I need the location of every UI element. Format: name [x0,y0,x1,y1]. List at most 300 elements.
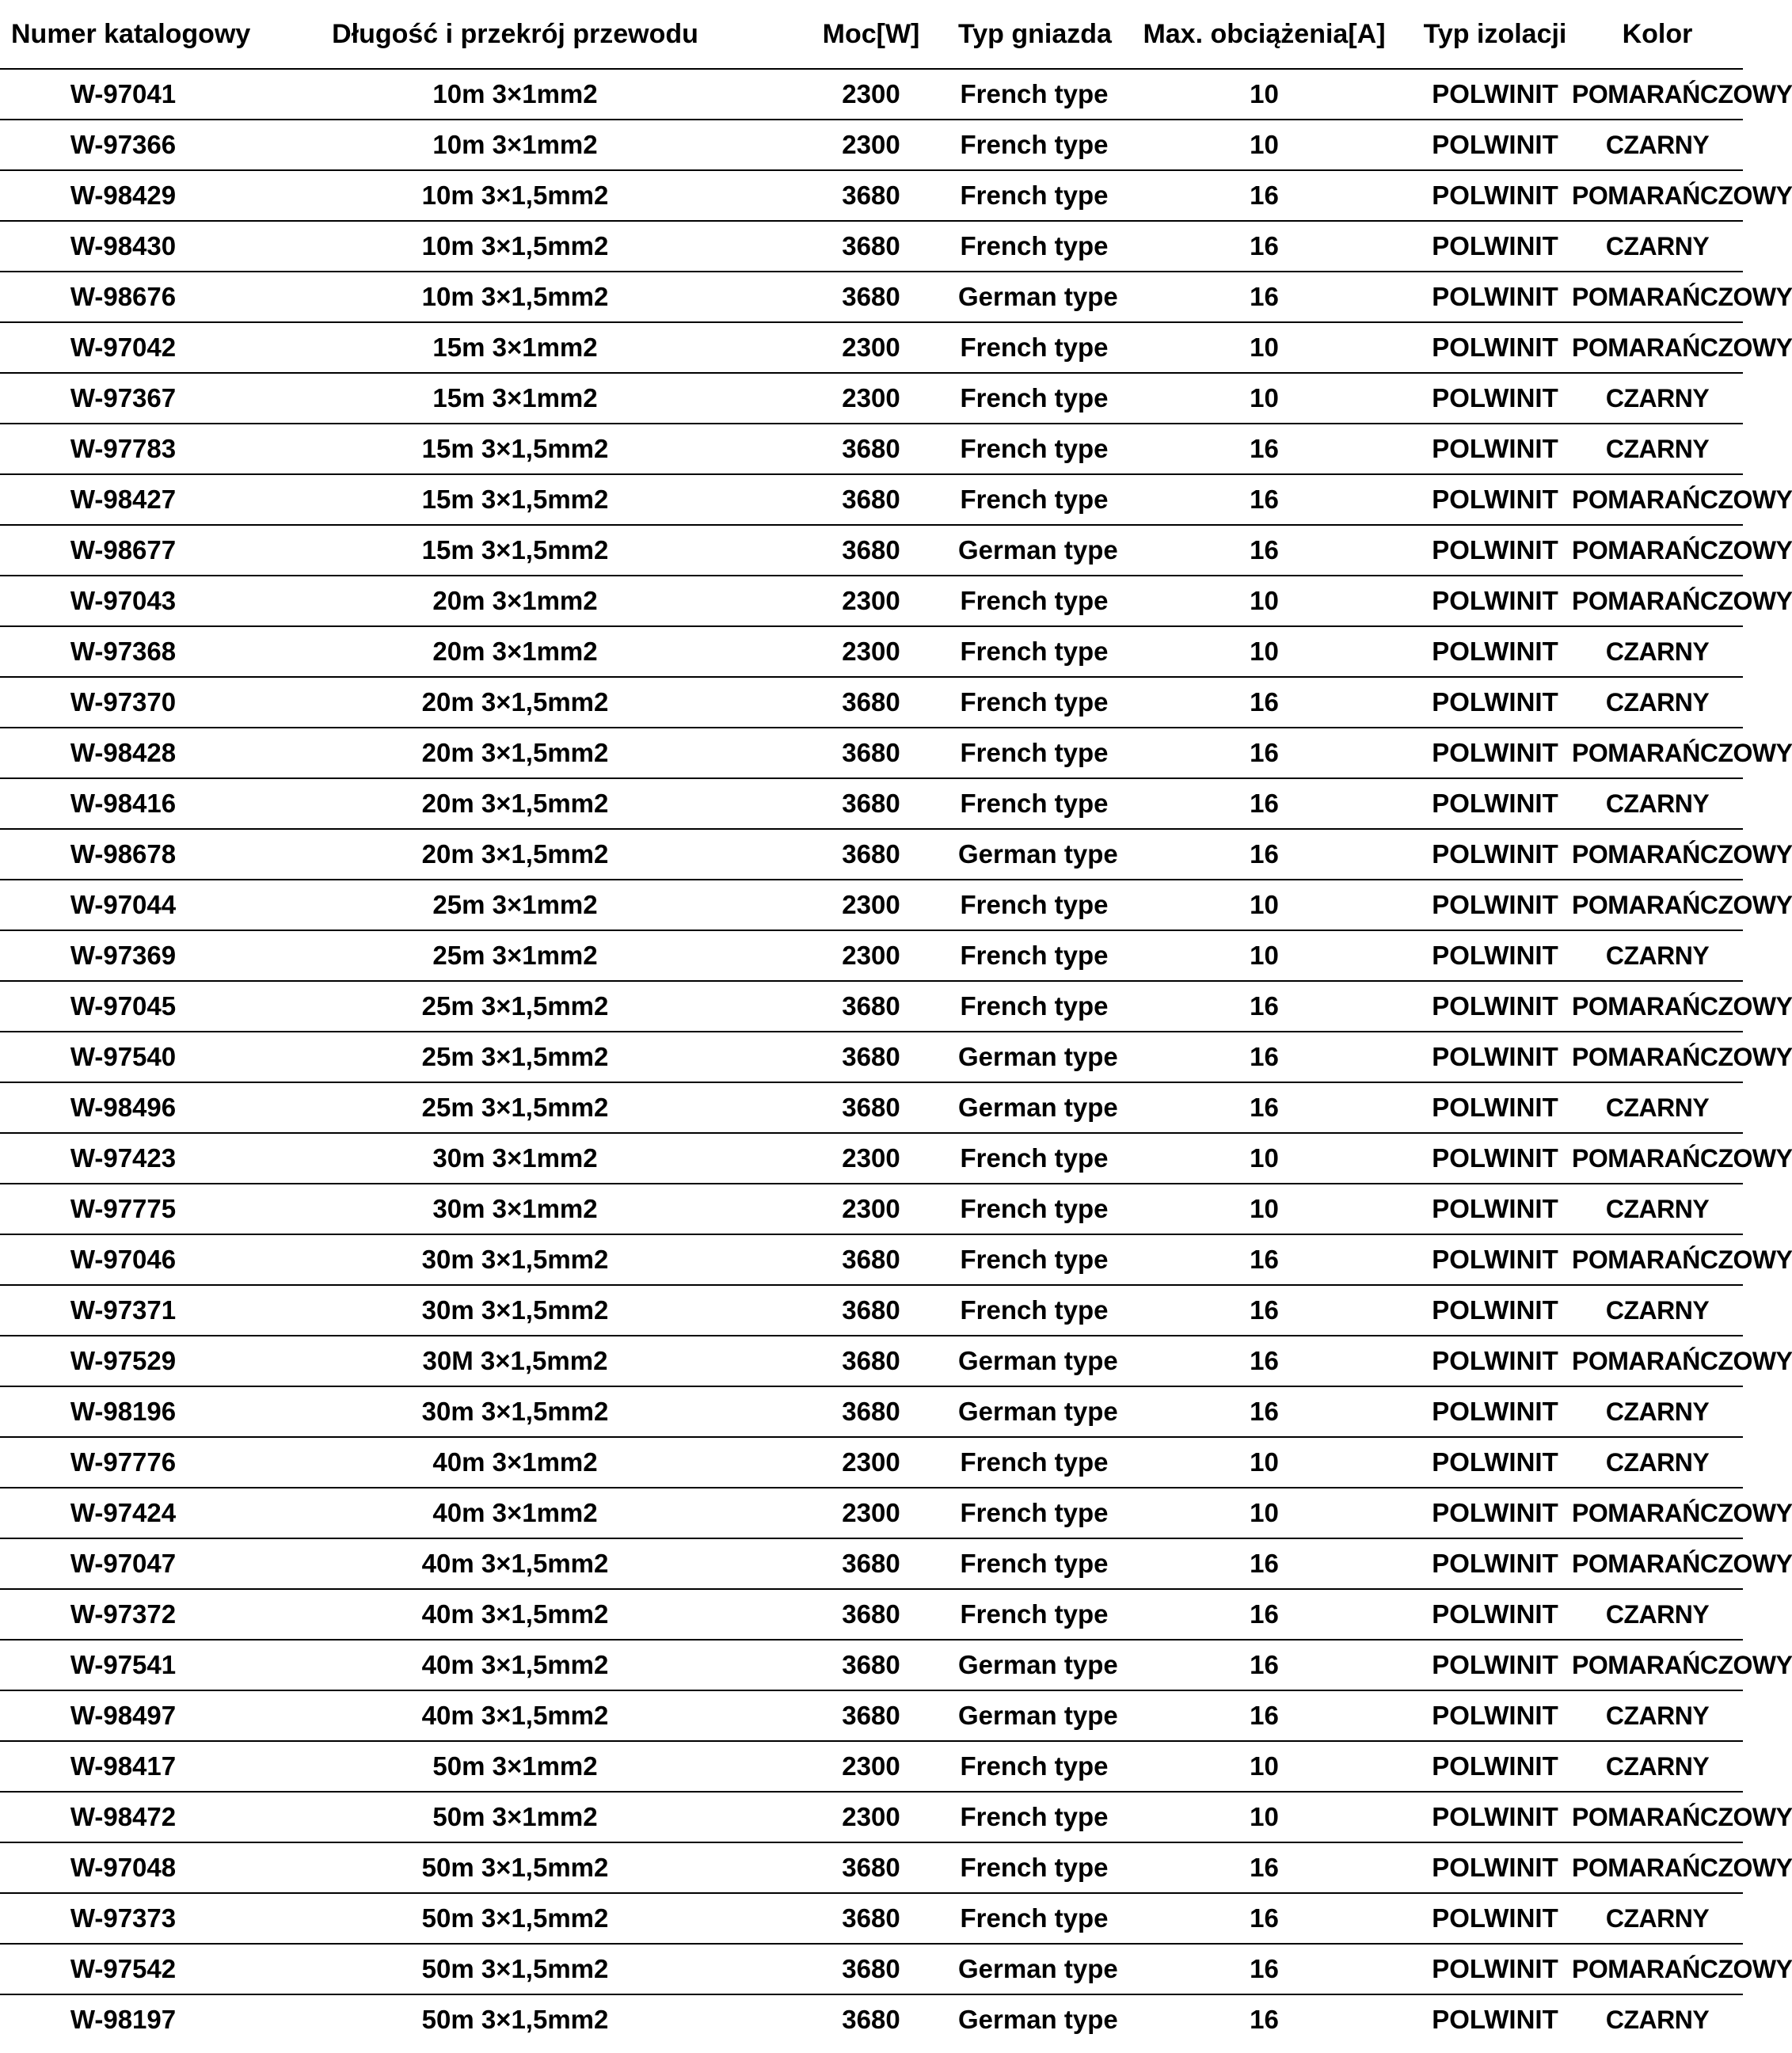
color-cell: CZARNY [1572,120,1743,170]
max-load-cell: 16 [1110,424,1418,474]
table-row [0,1640,1743,1690]
table-row [0,272,1743,322]
max-load-cell: 10 [1110,576,1418,626]
table-row [0,1792,1743,1842]
power-cell: 3680 [842,2005,900,2034]
color-cell: POMARAŃCZOWY [1572,829,1743,880]
insulation-type-cell: POLWINIT [1418,1133,1572,1184]
max-load-cell: 16 [1110,1589,1418,1640]
catalog-number-cell: W-97783 [0,424,246,474]
socket-type-cell: French type [958,1538,1110,1589]
insulation-type-cell: POLWINIT [1418,272,1572,322]
socket-type-cell: French type [958,322,1110,373]
header-insulation-type: Typ izolacji [1418,0,1572,69]
power-cell: 2300 [784,1133,958,1184]
color-cell: POMARAŃCZOWY [1572,1792,1743,1842]
power-cell: 3680 [784,272,958,322]
insulation-type-cell: POLWINIT [1418,1640,1572,1690]
power-cell: 2300 [784,576,958,626]
catalog-number-cell: W-98472 [0,1792,246,1842]
catalog-number-cell: W-97368 [0,626,246,677]
catalog-number-cell: W-97776 [0,1437,246,1488]
max-load-cell: 10 [1110,626,1418,677]
insulation-type-cell: POLWINIT [1432,2005,1558,2034]
table-row [0,1082,1743,1133]
cable-length-section-cell: 50m 3×1mm2 [246,1792,784,1842]
cable-length-section-cell: 15m 3×1mm2 [246,322,784,373]
socket-type-cell: French type [958,474,1110,525]
insulation-type-cell: POLWINIT [1418,424,1572,474]
power-cell: 2300 [784,626,958,677]
table-row [0,1893,1743,1944]
max-load-cell: 16 [1110,272,1418,322]
power-cell: 2300 [784,1488,958,1538]
max-load-cell: 16 [1110,778,1418,829]
catalog-number-cell: W-98677 [0,525,246,576]
insulation-type-cell: POLWINIT [1418,221,1572,272]
catalog-number-cell: W-98429 [0,170,246,221]
cable-length-section-cell: 40m 3×1,5mm2 [246,1589,784,1640]
table-row [0,1133,1743,1184]
catalog-number-cell: W-97371 [0,1285,246,1336]
color-cell: POMARAŃCZOWY [1572,1842,1743,1893]
insulation-type-cell: POLWINIT [1418,525,1572,576]
insulation-type-cell: POLWINIT [1418,1336,1572,1386]
table-row [0,1690,1743,1741]
catalog-number-cell: W-97775 [0,1184,246,1234]
socket-type-cell: French type [958,1184,1110,1234]
socket-type-cell: French type [958,1842,1110,1893]
power-cell: 3680 [784,1842,958,1893]
cable-length-section-cell: 50m 3×1,5mm2 [246,1842,784,1893]
catalog-number-cell: W-97044 [0,880,246,930]
catalog-number-cell: W-97373 [0,1893,246,1944]
insulation-type-cell: POLWINIT [1418,1741,1572,1792]
table-row [0,373,1743,424]
power-cell: 3680 [784,1234,958,1285]
color-cell: POMARAŃCZOWY [1572,981,1743,1032]
power-cell: 2300 [784,120,958,170]
cable-length-section-cell: 40m 3×1,5mm2 [246,1538,784,1589]
max-load-cell: 16 [1110,1386,1418,1437]
power-cell: 3680 [784,1386,958,1437]
socket-type-cell: French type [958,778,1110,829]
catalog-number-cell: W-97046 [0,1234,246,1285]
cable-length-section-cell: 40m 3×1mm2 [246,1437,784,1488]
socket-type-cell: French type [958,981,1110,1032]
insulation-type-cell: POLWINIT [1418,170,1572,221]
max-load-cell: 10 [1110,1133,1418,1184]
header-cable-length-section: Długość i przekrój przewodu [246,0,784,69]
table-row [0,1234,1743,1285]
max-load-cell: 16 [1110,1690,1418,1741]
socket-type-cell: French type [958,1133,1110,1184]
max-load-cell: 16 [1110,1082,1418,1133]
catalog-number-cell: W-97423 [0,1133,246,1184]
cable-length-section-cell: 40m 3×1mm2 [246,1488,784,1538]
catalog-number-cell: W-98427 [0,474,246,525]
table-row [0,778,1743,829]
table-header-row [0,0,1743,69]
color-cell: POMARAŃCZOWY [1572,1336,1743,1386]
catalog-number-cell: W-97424 [0,1488,246,1538]
insulation-type-cell: POLWINIT [1418,373,1572,424]
power-cell: 2300 [784,1792,958,1842]
insulation-type-cell: POLWINIT [1418,930,1572,981]
catalog-number-cell: W-98196 [0,1386,246,1437]
table-row [0,525,1743,576]
table-row [0,1032,1743,1082]
catalog-number-cell: W-97045 [0,981,246,1032]
power-cell: 3680 [784,1690,958,1741]
color-cell: CZARNY [1572,1386,1743,1437]
header-max-load: Max. obciążenia[A] [1110,0,1418,69]
power-cell: 3680 [784,1336,958,1386]
color-cell: CZARNY [1572,626,1743,677]
catalog-number-cell: W-97540 [0,1032,246,1082]
max-load-cell: 10 [1110,373,1418,424]
table-row [0,626,1743,677]
color-cell: POMARAŃCZOWY [1572,1944,1743,1994]
insulation-type-cell: POLWINIT [1418,1082,1572,1133]
table-row [0,221,1743,272]
max-load-cell: 16 [1110,829,1418,880]
cable-length-section-cell: 30m 3×1,5mm2 [246,1386,784,1437]
catalog-number-cell: W-98676 [0,272,246,322]
max-load-cell: 16 [1110,1893,1418,1944]
catalog-number-cell: W-97367 [0,373,246,424]
cable-length-section-cell: 20m 3×1mm2 [246,626,784,677]
table-row [0,1285,1743,1336]
cable-length-section-cell: 30m 3×1mm2 [246,1184,784,1234]
cable-length-section-cell: 30m 3×1mm2 [246,1133,784,1184]
color-cell: CZARNY [1572,1184,1743,1234]
table-row [0,1741,1743,1792]
table-row [0,880,1743,930]
socket-type-cell: French type [958,728,1110,778]
catalog-number-cell: W-98678 [0,829,246,880]
catalog-number-cell: W-97529 [0,1336,246,1386]
catalog-number-cell: W-97372 [0,1589,246,1640]
power-cell: 2300 [784,880,958,930]
max-load-cell: 10 [1110,880,1418,930]
cable-length-section-cell: 20m 3×1mm2 [246,576,784,626]
cable-length-section-cell: 25m 3×1,5mm2 [246,1032,784,1082]
insulation-type-cell: POLWINIT [1418,576,1572,626]
max-load-cell: 16 [1110,1842,1418,1893]
max-load-cell: 10 [1110,69,1418,120]
power-cell: 3680 [784,1285,958,1336]
catalog-number-cell: W-97541 [0,1640,246,1690]
cable-length-section-cell: 10m 3×1mm2 [246,120,784,170]
insulation-type-cell: POLWINIT [1418,1944,1572,1994]
color-cell: CZARNY [1572,930,1743,981]
socket-type-cell: German type [958,1386,1110,1437]
table-body [0,69,1792,2044]
insulation-type-cell: POLWINIT [1418,1893,1572,1944]
header-color: Kolor [1572,0,1743,69]
table-row [0,1538,1743,1589]
cable-length-section-cell: 40m 3×1,5mm2 [246,1640,784,1690]
header-catalog-number: Numer katalogowy [0,0,246,69]
max-load-cell: 10 [1110,1488,1418,1538]
max-load-cell: 16 [1110,1336,1418,1386]
color-cell: CZARNY [1572,221,1743,272]
max-load-cell: 16 [1110,221,1418,272]
power-cell: 3680 [784,1032,958,1082]
socket-type-cell: German type [958,2005,1118,2034]
insulation-type-cell: POLWINIT [1418,1386,1572,1437]
table-row [0,576,1743,626]
max-load-cell: 16 [1110,1234,1418,1285]
socket-type-cell: German type [958,1690,1110,1741]
insulation-type-cell: POLWINIT [1418,1842,1572,1893]
socket-type-cell: French type [958,424,1110,474]
cable-length-section-cell: 20m 3×1,5mm2 [246,829,784,880]
power-cell: 3680 [784,170,958,221]
color-cell: POMARAŃCZOWY [1572,1133,1743,1184]
cable-length-section-cell: 50m 3×1,5mm2 [246,1944,784,1994]
max-load-cell: 16 [1110,1538,1418,1589]
color-cell: CZARNY [1572,1082,1743,1133]
power-cell: 3680 [784,1589,958,1640]
table-row [0,1437,1743,1488]
socket-type-cell: French type [958,576,1110,626]
cable-length-section-cell: 10m 3×1,5mm2 [246,221,784,272]
cable-length-section-cell: 25m 3×1,5mm2 [246,1082,784,1133]
power-cell: 2300 [784,322,958,373]
socket-type-cell: French type [958,373,1110,424]
power-cell: 3680 [784,728,958,778]
color-cell: CZARNY [1572,778,1743,829]
color-cell: POMARAŃCZOWY [1572,474,1743,525]
max-load-cell: 16 [1250,2005,1279,2034]
cable-length-section-cell: 40m 3×1,5mm2 [246,1690,784,1741]
max-load-cell: 16 [1110,1640,1418,1690]
insulation-type-cell: POLWINIT [1418,829,1572,880]
socket-type-cell: French type [958,1285,1110,1336]
power-cell: 3680 [784,677,958,728]
power-cell: 2300 [784,930,958,981]
catalog-number-cell: W-98428 [0,728,246,778]
cable-length-section-cell: 25m 3×1,5mm2 [246,981,784,1032]
socket-type-cell: French type [958,1741,1110,1792]
insulation-type-cell: POLWINIT [1418,69,1572,120]
cable-length-section-cell: 50m 3×1mm2 [246,1741,784,1792]
table-row [0,1944,1743,1994]
cable-length-section-cell: 25m 3×1mm2 [246,930,784,981]
catalog-number-cell: W-97542 [0,1944,246,1994]
color-cell: POMARAŃCZOWY [1572,525,1743,576]
socket-type-cell: French type [958,930,1110,981]
cable-length-section-cell: 15m 3×1mm2 [246,373,784,424]
table-row [0,829,1743,880]
catalog-number-cell: W-97370 [0,677,246,728]
socket-type-cell: German type [958,1082,1110,1133]
socket-type-cell: French type [958,120,1110,170]
max-load-cell: 16 [1110,170,1418,221]
insulation-type-cell: POLWINIT [1418,1690,1572,1741]
color-cell: CZARNY [1572,1741,1743,1792]
table-row [0,322,1743,373]
cable-length-section-cell: 25m 3×1mm2 [246,880,784,930]
table-row [0,728,1743,778]
color-cell: CZARNY [1572,677,1743,728]
socket-type-cell: French type [958,170,1110,221]
power-cell: 3680 [784,829,958,880]
power-cell: 3680 [784,981,958,1032]
catalog-number-cell: W-98496 [0,1082,246,1133]
table-row [0,1488,1743,1538]
color-cell: CZARNY [1572,373,1743,424]
color-cell: CZARNY [1572,1690,1743,1741]
cable-length-section-cell: 30m 3×1,5mm2 [246,1234,784,1285]
power-cell: 3680 [784,525,958,576]
catalog-number-cell: W-97366 [0,120,246,170]
table-row [0,1589,1743,1640]
insulation-type-cell: POLWINIT [1418,1488,1572,1538]
insulation-type-cell: POLWINIT [1418,1184,1572,1234]
cable-length-section-cell: 10m 3×1mm2 [246,69,784,120]
max-load-cell: 16 [1110,1032,1418,1082]
header-power: Moc[W] [784,0,958,69]
insulation-type-cell: POLWINIT [1418,120,1572,170]
max-load-cell: 10 [1110,1741,1418,1792]
cable-length-section-cell: 20m 3×1,5mm2 [246,677,784,728]
power-cell: 3680 [784,221,958,272]
socket-type-cell: German type [958,272,1110,322]
table-row [0,120,1743,170]
catalog-number-cell: W-97041 [0,69,246,120]
socket-type-cell: French type [958,69,1110,120]
cable-length-section-cell: 10m 3×1,5mm2 [246,272,784,322]
color-cell: POMARAŃCZOWY [1572,1538,1743,1589]
color-cell: POMARAŃCZOWY [1572,576,1743,626]
max-load-cell: 16 [1110,1944,1418,1994]
table-row [0,69,1743,120]
cable-length-section-cell: 30m 3×1,5mm2 [246,1285,784,1336]
color-cell: POMARAŃCZOWY [1572,1234,1743,1285]
socket-type-cell: German type [958,1336,1110,1386]
insulation-type-cell: POLWINIT [1418,1437,1572,1488]
table-row [0,981,1743,1032]
insulation-type-cell: POLWINIT [1418,626,1572,677]
catalog-number-cell: W-97043 [0,576,246,626]
catalog-number-cell: W-97042 [0,322,246,373]
table-row [0,1994,1743,2044]
color-cell: POMARAŃCZOWY [1572,69,1743,120]
cable-length-section-cell: 30M 3×1,5mm2 [246,1336,784,1386]
table-row [0,930,1743,981]
insulation-type-cell: POLWINIT [1418,880,1572,930]
color-cell: CZARNY [1572,1437,1743,1488]
color-cell: POMARAŃCZOWY [1572,880,1743,930]
table-row [0,677,1743,728]
power-cell: 2300 [784,69,958,120]
color-cell: CZARNY [1572,424,1743,474]
power-cell: 3680 [784,474,958,525]
insulation-type-cell: POLWINIT [1418,981,1572,1032]
insulation-type-cell: POLWINIT [1418,1589,1572,1640]
insulation-type-cell: POLWINIT [1418,322,1572,373]
power-cell: 3680 [784,1082,958,1133]
max-load-cell: 10 [1110,1184,1418,1234]
insulation-type-cell: POLWINIT [1418,474,1572,525]
cable-length-section-cell: 15m 3×1,5mm2 [246,474,784,525]
power-cell: 3680 [784,1640,958,1690]
socket-type-cell: French type [958,221,1110,272]
table-row [0,1842,1743,1893]
table-row [0,424,1743,474]
socket-type-cell: German type [958,525,1110,576]
socket-type-cell: French type [958,1589,1110,1640]
table-row [0,1184,1743,1234]
socket-type-cell: French type [958,1234,1110,1285]
max-load-cell: 16 [1110,728,1418,778]
cable-length-section-cell: 50m 3×1,5mm2 [246,1893,784,1944]
cable-length-section-cell: 20m 3×1,5mm2 [246,728,784,778]
power-cell: 3680 [784,778,958,829]
color-cell: POMARAŃCZOWY [1572,1488,1743,1538]
max-load-cell: 10 [1110,930,1418,981]
power-cell: 2300 [784,373,958,424]
power-cell: 3680 [784,1944,958,1994]
max-load-cell: 16 [1110,1285,1418,1336]
power-cell: 2300 [784,1437,958,1488]
cable-length-section-cell: 15m 3×1,5mm2 [246,525,784,576]
table-row [0,474,1743,525]
socket-type-cell: French type [958,1488,1110,1538]
insulation-type-cell: POLWINIT [1418,1538,1572,1589]
color-cell: POMARAŃCZOWY [1572,322,1743,373]
socket-type-cell: German type [958,829,1110,880]
socket-type-cell: German type [958,1944,1110,1994]
color-cell: POMARAŃCZOWY [1572,272,1743,322]
max-load-cell: 10 [1110,322,1418,373]
max-load-cell: 10 [1110,1437,1418,1488]
color-cell: CZARNY [1572,1589,1743,1640]
max-load-cell: 16 [1110,525,1418,576]
max-load-cell: 10 [1110,120,1418,170]
header-socket-type: Typ gniazda [958,0,1110,69]
max-load-cell: 16 [1110,677,1418,728]
color-cell: POMARAŃCZOWY [1572,1640,1743,1690]
catalog-number-cell: W-97048 [0,1842,246,1893]
color-cell: CZARNY [1572,1285,1743,1336]
color-cell: POMARAŃCZOWY [1572,1032,1743,1082]
catalog-number-cell: W-98497 [0,1690,246,1741]
socket-type-cell: French type [958,1437,1110,1488]
power-cell: 2300 [784,1184,958,1234]
catalog-number-cell: W-98416 [0,778,246,829]
power-cell: 2300 [784,1741,958,1792]
socket-type-cell: French type [958,677,1110,728]
socket-type-cell: French type [958,626,1110,677]
cable-length-section-cell: 20m 3×1,5mm2 [246,778,784,829]
cable-length-section-cell: 15m 3×1,5mm2 [246,424,784,474]
insulation-type-cell: POLWINIT [1418,1792,1572,1842]
max-load-cell: 16 [1110,981,1418,1032]
max-load-cell: 10 [1110,1792,1418,1842]
socket-type-cell: French type [958,1792,1110,1842]
power-cell: 3680 [784,1538,958,1589]
power-cell: 3680 [784,424,958,474]
color-cell: POMARAŃCZOWY [1572,728,1743,778]
catalog-number-cell: W-98417 [0,1741,246,1792]
cable-length-section-cell: 50m 3×1,5mm2 [421,2005,609,2034]
catalog-number-cell: W-98197 [70,2005,177,2034]
insulation-type-cell: POLWINIT [1418,677,1572,728]
